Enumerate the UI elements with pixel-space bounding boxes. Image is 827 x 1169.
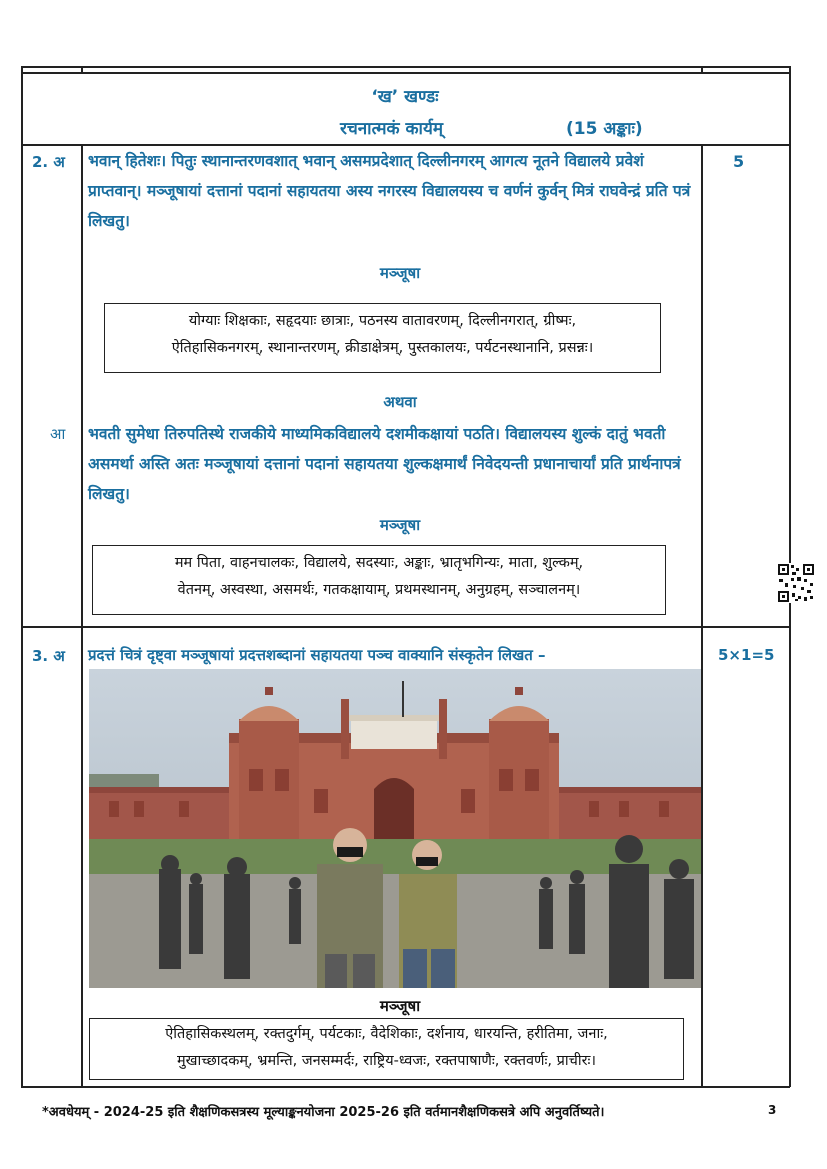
q2-text: भवान् हितेशः। पितुः स्थानान्तरणवशात् भवान् असमप्रदेशात् दिल्लीनगरम् आगत्य नूतने विद्यालये प्रवेशं प्राप्तवान्। मञ्जूषायां दत्तानां पदानां सहायतया अस्य नगरस्य विद्यालयस्य च वर्णनं कुर्वन् मित्रं राघवेन्द्रं प्रति पत्रं लिखतु।: [88, 152, 691, 230]
q2-box-line-2: ऐतिहासिकनगरम्, स्थानान्तरणम्, क्रीडाक्षेत्रम्, पुस्तकालयः, पर्यटनस्थानानि, प्रसन्नः।: [171, 340, 594, 356]
red-fort-illustration: [89, 669, 701, 988]
left-border: [21, 66, 23, 1087]
q3-box-line-2: मुखाच्छादकम्, भ्रमन्ति, जनसम्मर्दः, राष्ट्रिय-ध्वजः, रक्तपाषाणैः, रक्तवर्णः, प्राचीरः।: [177, 1053, 596, 1069]
red-fort-photo: [89, 669, 701, 988]
page-number: 3: [768, 1103, 777, 1117]
col-divider-1-top: [81, 66, 83, 73]
q2-alt-text: भवती सुमेधा तिरुपतिस्थे राजकीये माध्यमिकविद्यालये दशमीकक्षायां पठति। विद्यालयस्य शुल्कं दातुं भवती असमर्था अस्ति अतः मञ्जूषायां दत्तानां पदानां सहायतया शुल्कक्षमार्थं निवेदयन्ती प्रधानाचार्यां प्रति प्रार्थनापत्रं लिखतु।: [88, 425, 681, 503]
qr-code: [777, 563, 815, 603]
q2-alt-word-box: [92, 545, 666, 615]
section-title: ‘ख’ खण्डः: [371, 87, 439, 107]
footer-note: *अवधेयम् - 2024-25 इति शैक्षणिकसत्रस्य मूल्याङ्कनयोजना 2025-26 इति वर्तमानशैक्षणिकसत्रे अपि अनुवर्तिष्यते।: [42, 1105, 605, 1120]
q3-box-title: मञ्जूषा: [379, 997, 421, 1015]
top-rule: [21, 66, 790, 68]
q3-number: 3. अ: [32, 647, 65, 665]
header-top-rule: [21, 72, 790, 74]
q3-box-line-1: ऐतिहासिकस्थलम्, रक्तदुर्गम्, पर्यटकाः, वैदेशिकाः, दर्शनाय, धारयन्ति, हरीतिमा, जनाः,: [165, 1026, 608, 1042]
col-divider-2-top: [701, 66, 703, 73]
q2-marks: 5: [733, 152, 745, 171]
q3-word-box: [89, 1018, 684, 1080]
table-bottom-rule: [21, 1086, 790, 1088]
q2-box-line-1: योग्याः शिक्षकाः, सहृदयाः छात्राः, पठनस्य वातावरणम्, दिल्लीनगरात्, ग्रीष्मः,: [188, 313, 577, 329]
q2-alt-box-line-2: वेतनम्, अस्वस्था, असमर्थः, गतकक्षायाम्, प्रथमस्थानम्, अनुग्रहम्, सञ्चालनम्।: [177, 582, 581, 598]
q2-box-title: मञ्जूषा: [379, 264, 421, 282]
section-subtitle: रचनात्मकं कार्यम्: [340, 119, 443, 139]
col-divider-1: [81, 144, 83, 1087]
q2-or: अथवा: [383, 393, 417, 411]
q2-bottom-rule: [21, 626, 790, 628]
q2-number: 2. अ: [32, 153, 65, 171]
q2-alt-number: आ: [50, 425, 66, 443]
q2-word-box: [104, 303, 661, 373]
q2-alt-box-line-1: मम पिता, वाहनचालकः, विद्यालये, सदस्याः, अङ्काः, भ्रातृभगिन्यः, माता, शुल्कम्,: [174, 555, 584, 571]
q2-alt-box-title: मञ्जूषा: [379, 516, 421, 534]
col-divider-2: [701, 144, 703, 1087]
q3-marks: 5×1=5: [718, 646, 775, 664]
q3-text: प्रदत्तं चित्रं दृष्ट्वा मञ्जूषायां प्रदत्तशब्दानां सहायतया पञ्च वाक्यानि संस्कृतेन लिखत –: [88, 646, 546, 664]
section-marks: (15 अङ्काः): [566, 119, 643, 139]
